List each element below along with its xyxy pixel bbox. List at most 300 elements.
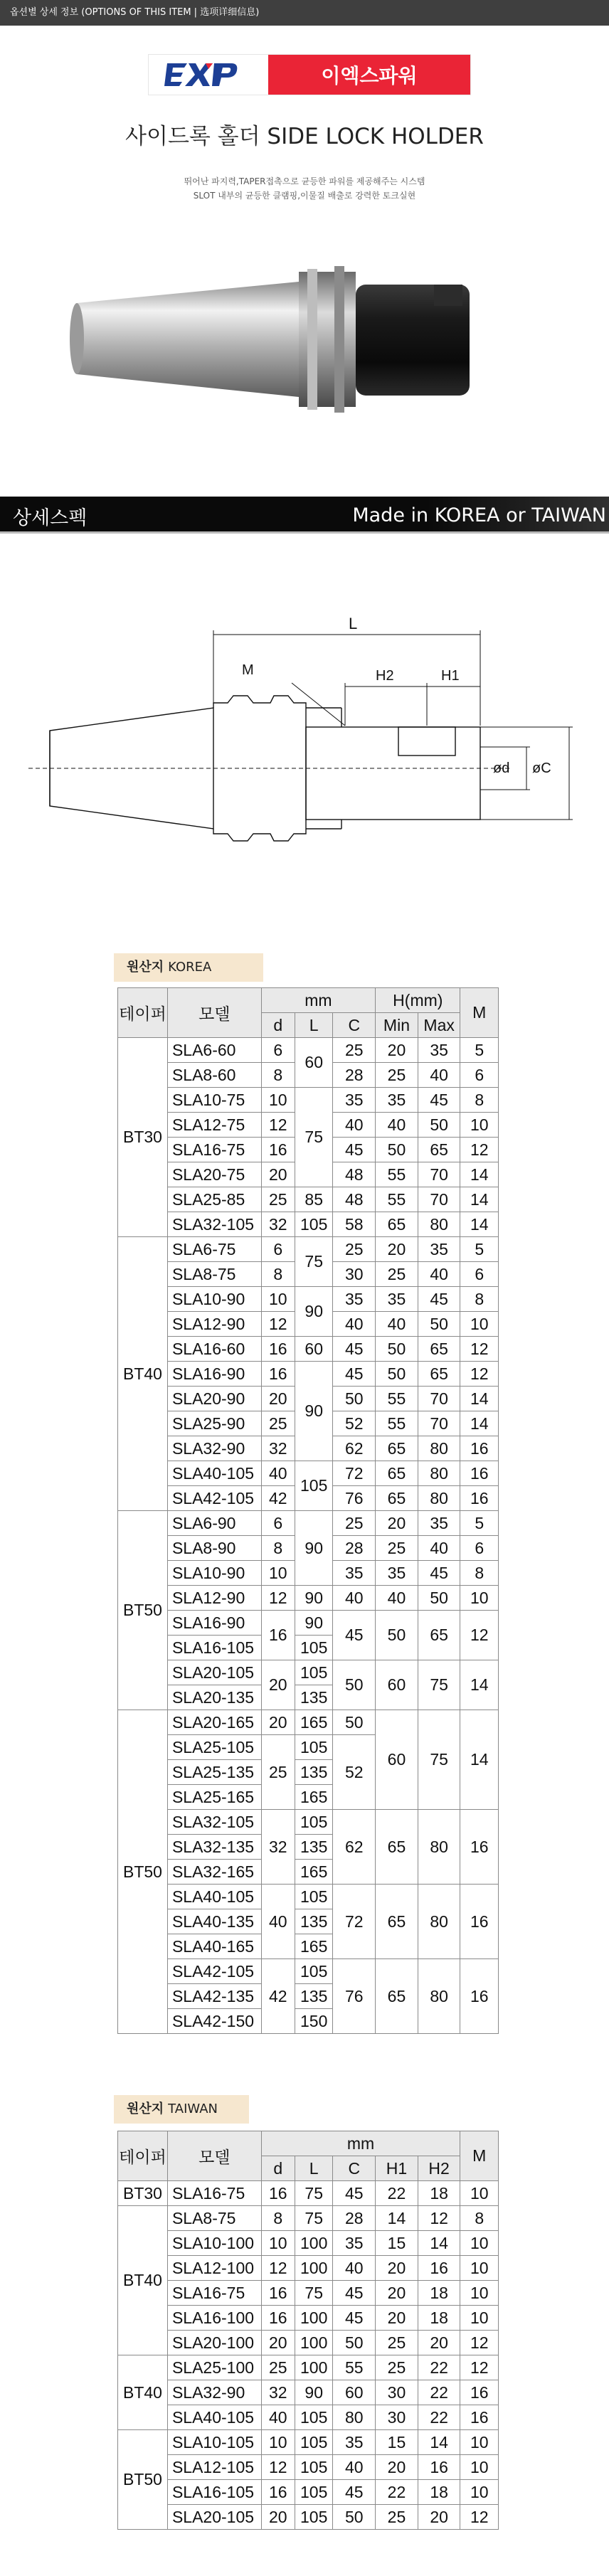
- value-cell: 70: [418, 1187, 460, 1212]
- model-cell: SLA16-75: [167, 1138, 261, 1162]
- value-cell: 60: [295, 1337, 333, 1362]
- value-cell: 60: [333, 2380, 376, 2405]
- value-cell: 50: [333, 1660, 376, 1710]
- model-cell: SLA10-105: [167, 2430, 261, 2455]
- table-row: [118, 1810, 499, 1835]
- model-cell: SLA10-75: [167, 1088, 261, 1113]
- value-cell: 10: [460, 2306, 499, 2331]
- value-cell: 14: [460, 1411, 499, 1436]
- taper-group-cell: BT30: [118, 2181, 168, 2206]
- value-cell: 70: [418, 1387, 460, 1411]
- taper-group-cell: BT40: [118, 1237, 168, 1511]
- value-cell: 28: [333, 1063, 376, 1088]
- header-cell: L: [295, 1013, 333, 1038]
- value-cell: 52: [333, 1735, 376, 1810]
- value-cell: 50: [418, 1113, 460, 1138]
- value-cell: 100: [295, 2231, 333, 2256]
- page-title: 사이드록 홀더 SIDE LOCK HOLDER: [125, 124, 484, 149]
- value-cell: 75: [295, 1088, 333, 1187]
- value-cell: 10: [460, 2256, 499, 2281]
- table-row: [118, 1959, 499, 1984]
- value-cell: 35: [418, 1511, 460, 1536]
- value-cell: 10: [460, 2281, 499, 2306]
- value-cell: 75: [418, 1710, 460, 1810]
- value-cell: 22: [376, 2181, 418, 2206]
- header-cell: d: [261, 1013, 295, 1038]
- value-cell: 8: [261, 1262, 295, 1287]
- taiwan-spec-table: [117, 2131, 499, 2530]
- value-cell: 15: [376, 2231, 418, 2256]
- value-cell: 55: [333, 2355, 376, 2380]
- value-cell: 18: [418, 2480, 460, 2505]
- model-cell: SLA12-105: [167, 2455, 261, 2480]
- value-cell: 22: [418, 2380, 460, 2405]
- model-cell: SLA8-75: [167, 1262, 261, 1287]
- label-c: øC: [532, 760, 551, 776]
- value-cell: 32: [261, 2380, 295, 2405]
- value-cell: 30: [333, 1262, 376, 1287]
- value-cell: 16: [261, 1611, 295, 1660]
- table-row: [118, 2355, 499, 2380]
- value-cell: 12: [261, 2256, 295, 2281]
- value-cell: 65: [376, 1885, 418, 1959]
- value-cell: 72: [333, 1461, 376, 1486]
- value-cell: 20: [376, 1237, 418, 1262]
- value-cell: 35: [418, 1038, 460, 1063]
- value-cell: 35: [333, 2430, 376, 2455]
- value-cell: 80: [418, 1885, 460, 1959]
- model-cell: SLA32-105: [167, 1212, 261, 1237]
- model-cell: SLA20-105: [167, 2505, 261, 2530]
- value-cell: 62: [333, 1810, 376, 1885]
- value-cell: 20: [376, 1511, 418, 1536]
- value-cell: 45: [333, 2181, 376, 2206]
- exp-logo-icon: [163, 59, 241, 90]
- value-cell: 14: [460, 1387, 499, 1411]
- value-cell: 65: [418, 1138, 460, 1162]
- value-cell: 5: [460, 1511, 499, 1536]
- value-cell: 16: [418, 2256, 460, 2281]
- value-cell: 105: [295, 2505, 333, 2530]
- value-cell: 50: [418, 1586, 460, 1611]
- model-cell: SLA16-75: [167, 2281, 261, 2306]
- value-cell: 50: [333, 1387, 376, 1411]
- value-cell: 45: [418, 1088, 460, 1113]
- value-cell: 55: [376, 1411, 418, 1436]
- value-cell: 40: [333, 2256, 376, 2281]
- value-cell: 12: [460, 1337, 499, 1362]
- value-cell: 14: [418, 2430, 460, 2455]
- value-cell: 65: [376, 1461, 418, 1486]
- exp-logo-mark: [149, 55, 255, 95]
- value-cell: 20: [418, 2505, 460, 2530]
- table-row: [118, 1088, 499, 1113]
- value-cell: 45: [333, 2281, 376, 2306]
- value-cell: 50: [333, 2505, 376, 2530]
- value-cell: 135: [295, 1984, 333, 2009]
- model-cell: SLA16-100: [167, 2306, 261, 2331]
- taper-group-cell: BT30: [118, 1038, 168, 1237]
- value-cell: 80: [418, 1436, 460, 1461]
- value-cell: 25: [333, 1038, 376, 1063]
- model-cell: SLA32-105: [167, 1810, 261, 1835]
- value-cell: 14: [376, 2206, 418, 2231]
- table-row: [118, 2455, 499, 2480]
- model-cell: SLA25-90: [167, 1411, 261, 1436]
- value-cell: 105: [295, 1885, 333, 1909]
- value-cell: 20: [376, 2455, 418, 2480]
- value-cell: 25: [376, 1536, 418, 1561]
- value-cell: 32: [261, 1436, 295, 1461]
- value-cell: 15: [376, 2430, 418, 2455]
- value-cell: 45: [333, 1337, 376, 1362]
- value-cell: 90: [295, 1586, 333, 1611]
- value-cell: 90: [295, 1362, 333, 1461]
- value-cell: 65: [376, 1810, 418, 1885]
- value-cell: 16: [460, 2405, 499, 2430]
- value-cell: 16: [261, 1362, 295, 1387]
- model-cell: SLA16-75: [167, 2181, 261, 2206]
- value-cell: 8: [261, 1536, 295, 1561]
- value-cell: 6: [261, 1511, 295, 1536]
- value-cell: 100: [295, 2306, 333, 2331]
- value-cell: 50: [333, 1710, 376, 1735]
- value-cell: 50: [376, 1362, 418, 1387]
- model-cell: SLA20-90: [167, 1387, 261, 1411]
- table-row: [118, 2505, 499, 2530]
- value-cell: 16: [261, 1337, 295, 1362]
- value-cell: 80: [418, 1212, 460, 1237]
- value-cell: 76: [333, 1486, 376, 1511]
- value-cell: 65: [376, 1959, 418, 2034]
- value-cell: 30: [376, 2405, 418, 2430]
- value-cell: 55: [376, 1387, 418, 1411]
- value-cell: 45: [333, 2306, 376, 2331]
- table-row: [118, 1187, 499, 1212]
- value-cell: 8: [460, 2206, 499, 2231]
- table-row: [118, 1237, 499, 1262]
- value-cell: 135: [295, 1685, 333, 1710]
- value-cell: 105: [295, 1735, 333, 1760]
- model-cell: SLA16-105: [167, 1636, 261, 1660]
- origin-country: KOREA: [168, 960, 212, 975]
- model-cell: SLA32-90: [167, 2380, 261, 2405]
- model-cell: SLA25-100: [167, 2355, 261, 2380]
- value-cell: 25: [376, 2355, 418, 2380]
- top-info-text: 옵션별 상세 정보 (OPTIONS OF THIS ITEM | 选项详细信息): [10, 7, 260, 18]
- model-cell: SLA8-60: [167, 1063, 261, 1088]
- value-cell: 105: [295, 1810, 333, 1835]
- value-cell: 48: [333, 1187, 376, 1212]
- value-cell: 10: [460, 2430, 499, 2455]
- value-cell: 25: [376, 1063, 418, 1088]
- value-cell: 105: [295, 1461, 333, 1511]
- value-cell: 105: [295, 2405, 333, 2430]
- value-cell: 135: [295, 1835, 333, 1860]
- value-cell: 35: [376, 1561, 418, 1586]
- value-cell: 16: [460, 1885, 499, 1959]
- value-cell: 12: [460, 1138, 499, 1162]
- model-cell: SLA32-90: [167, 1436, 261, 1461]
- value-cell: 10: [261, 1287, 295, 1312]
- value-cell: 80: [333, 2405, 376, 2430]
- value-cell: 12: [460, 2505, 499, 2530]
- model-cell: SLA6-90: [167, 1511, 261, 1536]
- value-cell: 25: [333, 1237, 376, 1262]
- value-cell: 45: [418, 1287, 460, 1312]
- value-cell: 16: [460, 1486, 499, 1511]
- value-cell: 6: [460, 1063, 499, 1088]
- value-cell: 18: [418, 2181, 460, 2206]
- model-cell: SLA20-105: [167, 1660, 261, 1685]
- value-cell: 25: [261, 1735, 295, 1810]
- header-cell: Max: [418, 1013, 460, 1038]
- table-row: [118, 1212, 499, 1237]
- label-h1: H1: [441, 668, 460, 684]
- value-cell: 35: [418, 1237, 460, 1262]
- value-cell: 8: [261, 1063, 295, 1088]
- value-cell: 150: [295, 2009, 333, 2034]
- value-cell: 50: [376, 1611, 418, 1660]
- value-cell: 35: [333, 2231, 376, 2256]
- value-cell: 10: [261, 1088, 295, 1113]
- value-cell: 12: [460, 2355, 499, 2380]
- header-row: [118, 988, 499, 1013]
- value-cell: 28: [333, 1536, 376, 1561]
- value-cell: 20: [261, 1710, 295, 1735]
- technical-drawing: [0, 605, 609, 903]
- value-cell: 8: [460, 1287, 499, 1312]
- spec-title: 상세스펙: [13, 507, 88, 529]
- value-cell: 52: [333, 1411, 376, 1436]
- value-cell: 100: [295, 2355, 333, 2380]
- value-cell: 22: [376, 2480, 418, 2505]
- value-cell: 40: [418, 1536, 460, 1561]
- taper-group-cell: BT50: [118, 2430, 168, 2530]
- value-cell: 100: [295, 2256, 333, 2281]
- model-cell: SLA20-165: [167, 1710, 261, 1735]
- model-cell: SLA40-105: [167, 2405, 261, 2430]
- value-cell: 76: [333, 1959, 376, 2034]
- header-cell: 모델: [167, 2131, 261, 2181]
- table-row: [118, 1660, 499, 1685]
- value-cell: 12: [460, 1362, 499, 1387]
- table-row: [118, 2380, 499, 2405]
- taper-group-cell: BT40: [118, 2206, 168, 2355]
- brand-name: 이엑스파워: [268, 55, 470, 95]
- model-cell: SLA42-150: [167, 2009, 261, 2034]
- value-cell: 14: [460, 1710, 499, 1810]
- value-cell: 5: [460, 1038, 499, 1063]
- value-cell: 80: [418, 1959, 460, 2034]
- value-cell: 35: [376, 1287, 418, 1312]
- value-cell: 16: [261, 2181, 295, 2206]
- value-cell: 70: [418, 1162, 460, 1187]
- value-cell: 10: [460, 2480, 499, 2505]
- value-cell: 16: [460, 1436, 499, 1461]
- value-cell: 14: [460, 1212, 499, 1237]
- value-cell: 10: [460, 2231, 499, 2256]
- value-cell: 65: [418, 1611, 460, 1660]
- header-cell: 모델: [167, 988, 261, 1038]
- model-cell: SLA40-105: [167, 1885, 261, 1909]
- taper-cone: [77, 282, 299, 397]
- model-cell: SLA12-100: [167, 2256, 261, 2281]
- model-cell: SLA16-90: [167, 1611, 261, 1636]
- value-cell: 22: [418, 2355, 460, 2380]
- value-cell: 100: [295, 2331, 333, 2355]
- value-cell: 165: [295, 1785, 333, 1810]
- value-cell: 10: [261, 1561, 295, 1586]
- value-cell: 22: [418, 2405, 460, 2430]
- value-cell: 14: [418, 2231, 460, 2256]
- value-cell: 105: [295, 2480, 333, 2505]
- table-row: [118, 2256, 499, 2281]
- header-cell: L: [295, 2156, 333, 2181]
- value-cell: 6: [460, 1536, 499, 1561]
- value-cell: 90: [295, 1511, 333, 1586]
- value-cell: 25: [376, 2331, 418, 2355]
- description-line-1: 뛰어난 파지력,TAPER접촉으로 균등한 파워를 제공해주는 시스템: [184, 176, 425, 186]
- header-cell: 테이퍼: [118, 988, 168, 1038]
- value-cell: 65: [418, 1337, 460, 1362]
- value-cell: 16: [460, 1959, 499, 2034]
- label-l: L: [349, 615, 358, 632]
- value-cell: 40: [261, 2405, 295, 2430]
- header-cell: H(mm): [376, 988, 460, 1013]
- value-cell: 20: [261, 1162, 295, 1187]
- table-row: [118, 1511, 499, 1536]
- value-cell: 20: [376, 2256, 418, 2281]
- value-cell: 40: [333, 1586, 376, 1611]
- value-cell: 90: [295, 2380, 333, 2405]
- value-cell: 40: [376, 1312, 418, 1337]
- value-cell: 65: [376, 1212, 418, 1237]
- value-cell: 25: [333, 1511, 376, 1536]
- value-cell: 16: [460, 1810, 499, 1885]
- taper-group-cell: BT50: [118, 1511, 168, 1710]
- header-cell: 테이퍼: [118, 2131, 168, 2181]
- value-cell: 60: [376, 1710, 418, 1810]
- value-cell: 55: [376, 1162, 418, 1187]
- value-cell: 20: [376, 2281, 418, 2306]
- value-cell: 75: [295, 2181, 333, 2206]
- model-cell: SLA42-135: [167, 1984, 261, 2009]
- value-cell: 20: [376, 2306, 418, 2331]
- value-cell: 105: [295, 1212, 333, 1237]
- spec-banner: [0, 497, 609, 534]
- value-cell: 12: [261, 1312, 295, 1337]
- model-cell: SLA6-60: [167, 1038, 261, 1063]
- origin-note: Made in KOREA or TAIWAN: [352, 504, 606, 526]
- value-cell: 105: [295, 1959, 333, 1984]
- model-cell: SLA20-135: [167, 1685, 261, 1710]
- value-cell: 45: [418, 1561, 460, 1586]
- value-cell: 8: [261, 2206, 295, 2231]
- origin-label: 원산지: [127, 960, 164, 975]
- value-cell: 6: [261, 1237, 295, 1262]
- model-cell: SLA40-135: [167, 1909, 261, 1934]
- value-cell: 90: [295, 1287, 333, 1337]
- header-cell: mm: [261, 988, 375, 1013]
- value-cell: 16: [460, 1461, 499, 1486]
- value-cell: 10: [460, 2181, 499, 2206]
- taper-group-cell: BT40: [118, 2355, 168, 2430]
- value-cell: 12: [418, 2206, 460, 2231]
- table-row: [118, 2331, 499, 2355]
- top-info-bar: [0, 0, 609, 26]
- value-cell: 80: [418, 1461, 460, 1486]
- value-cell: 6: [460, 1262, 499, 1287]
- value-cell: 30: [376, 2380, 418, 2405]
- value-cell: 65: [376, 1436, 418, 1461]
- table-row: [118, 1586, 499, 1611]
- value-cell: 50: [333, 2331, 376, 2355]
- table-row: [118, 2430, 499, 2455]
- value-cell: 10: [460, 2455, 499, 2480]
- model-cell: SLA10-100: [167, 2231, 261, 2256]
- table-row: [118, 1710, 499, 1735]
- model-cell: SLA32-165: [167, 1860, 261, 1885]
- value-cell: 28: [333, 2206, 376, 2231]
- table-row: [118, 2405, 499, 2430]
- value-cell: 14: [460, 1660, 499, 1710]
- value-cell: 105: [295, 1636, 333, 1660]
- value-cell: 35: [333, 1287, 376, 1312]
- value-cell: 165: [295, 1860, 333, 1885]
- table-row: [118, 1038, 499, 1063]
- model-cell: SLA25-85: [167, 1187, 261, 1212]
- model-cell: SLA16-105: [167, 2480, 261, 2505]
- model-cell: SLA32-135: [167, 1835, 261, 1860]
- value-cell: 42: [261, 1959, 295, 2034]
- value-cell: 12: [261, 2455, 295, 2480]
- value-cell: 70: [418, 1411, 460, 1436]
- product-photo: [0, 226, 609, 482]
- value-cell: 80: [418, 1486, 460, 1511]
- value-cell: 135: [295, 1909, 333, 1934]
- model-cell: SLA10-90: [167, 1287, 261, 1312]
- value-cell: 40: [333, 1113, 376, 1138]
- value-cell: 135: [295, 1760, 333, 1785]
- table-row: [118, 2181, 499, 2206]
- value-cell: 10: [261, 2231, 295, 2256]
- brand-logo: [148, 54, 471, 95]
- value-cell: 16: [460, 2380, 499, 2405]
- model-cell: SLA12-75: [167, 1113, 261, 1138]
- value-cell: 65: [418, 1362, 460, 1387]
- value-cell: 60: [376, 1660, 418, 1710]
- value-cell: 14: [460, 1187, 499, 1212]
- header-cell: H1: [376, 2156, 418, 2181]
- model-cell: SLA10-90: [167, 1561, 261, 1586]
- table-row: [118, 1337, 499, 1362]
- model-cell: SLA42-105: [167, 1486, 261, 1511]
- value-cell: 20: [261, 1387, 295, 1411]
- value-cell: 165: [295, 1934, 333, 1959]
- value-cell: 40: [333, 1312, 376, 1337]
- value-cell: 80: [418, 1810, 460, 1885]
- value-cell: 165: [295, 1710, 333, 1735]
- value-cell: 10: [460, 1312, 499, 1337]
- value-cell: 12: [460, 1611, 499, 1660]
- value-cell: 105: [295, 2430, 333, 2455]
- origin-label: 원산지: [127, 2101, 164, 2116]
- header-cell: M: [460, 988, 499, 1038]
- model-cell: SLA40-105: [167, 1461, 261, 1486]
- value-cell: 20: [261, 2505, 295, 2530]
- value-cell: 85: [295, 1187, 333, 1212]
